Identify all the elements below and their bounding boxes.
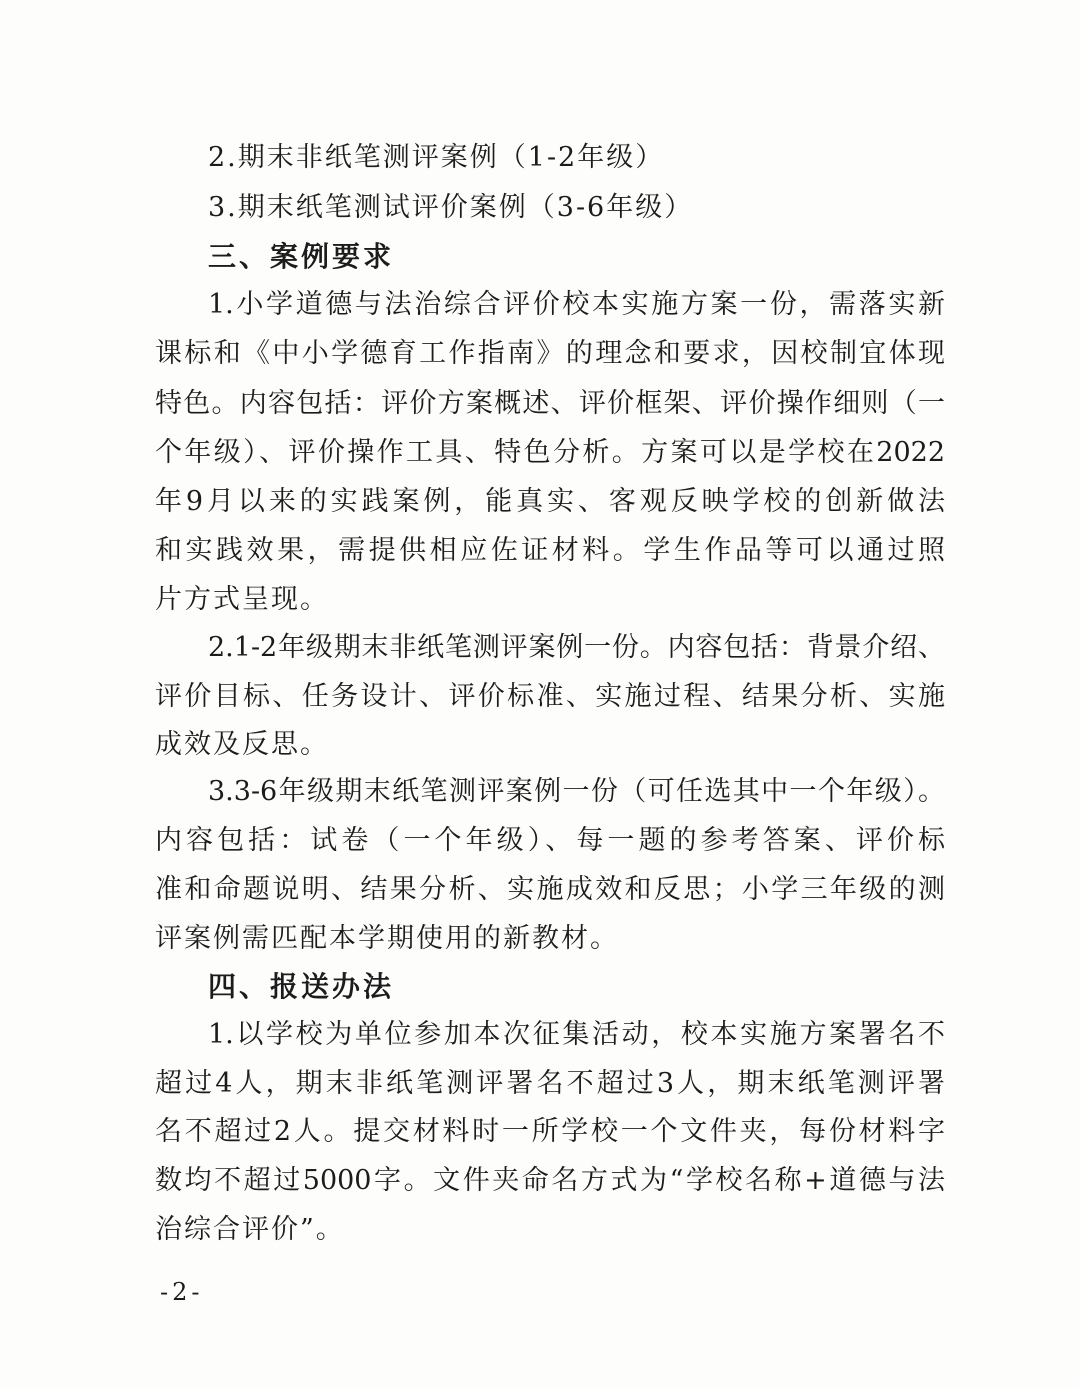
- paragraph-line: 1.以学校为单位参加本次征集活动，校本实施方案署名不: [208, 1019, 945, 1050]
- paragraph-line: 片方式呈现。: [155, 584, 329, 615]
- paragraph-line: 数均不超过5000字。文件夹命名方式为“学校名称+道德与法: [155, 1165, 945, 1196]
- paragraph-line: 1.小学道德与法治综合评价校本实施方案一份，需落实新: [208, 289, 945, 320]
- paragraph-line: 治综合评价”。: [155, 1214, 345, 1245]
- list-item: 3.期末纸笔测试评价案例（3-6年级）: [208, 192, 694, 223]
- paragraph-line: 年9月以来的实践案例，能真实、客观反映学校的创新做法: [155, 486, 945, 517]
- paragraph-line: 2.1-2年级期末非纸笔测评案例一份。内容包括：背景介绍、: [208, 632, 945, 663]
- paragraph-line: 评案例需匹配本学期使用的新教材。: [155, 923, 619, 954]
- paragraph-line: 个年级）、评价操作工具、特色分析。方案可以是学校在2022: [155, 437, 945, 468]
- paragraph-line: 成效及反思。: [155, 729, 329, 760]
- section-heading: 四、报送办法: [208, 970, 395, 1003]
- paragraph-line: 和实践效果，需提供相应佐证材料。学生作品等可以通过照: [155, 535, 945, 566]
- paragraph-line: 评价目标、任务设计、评价标准、实施过程、结果分析、实施: [155, 681, 945, 712]
- paragraph-line: 内容包括：试卷（一个年级）、每一题的参考答案、评价标: [155, 825, 945, 856]
- paragraph-line: 3.3-6年级期末纸笔测评案例一份（可任选其中一个年级）。: [208, 776, 945, 807]
- section-heading: 三、案例要求: [208, 240, 395, 273]
- paragraph-line: 特色。内容包括：评价方案概述、评价框架、评价操作细则（一: [155, 388, 945, 419]
- paragraph-line: 名不超过2人。提交材料时一所学校一个文件夹，每份材料字: [155, 1116, 945, 1147]
- paragraph-line: 课标和《中小学德育工作指南》的理念和要求，因校制宜体现: [155, 338, 945, 369]
- page-number: -2-: [160, 1278, 204, 1306]
- paragraph-line: 超过4人，期末非纸笔测评署名不超过3人，期末纸笔测评署: [155, 1068, 945, 1099]
- list-item: 2.期末非纸笔测评案例（1-2年级）: [208, 142, 665, 173]
- paragraph-line: 准和命题说明、结果分析、实施成效和反思；小学三年级的测: [155, 874, 945, 905]
